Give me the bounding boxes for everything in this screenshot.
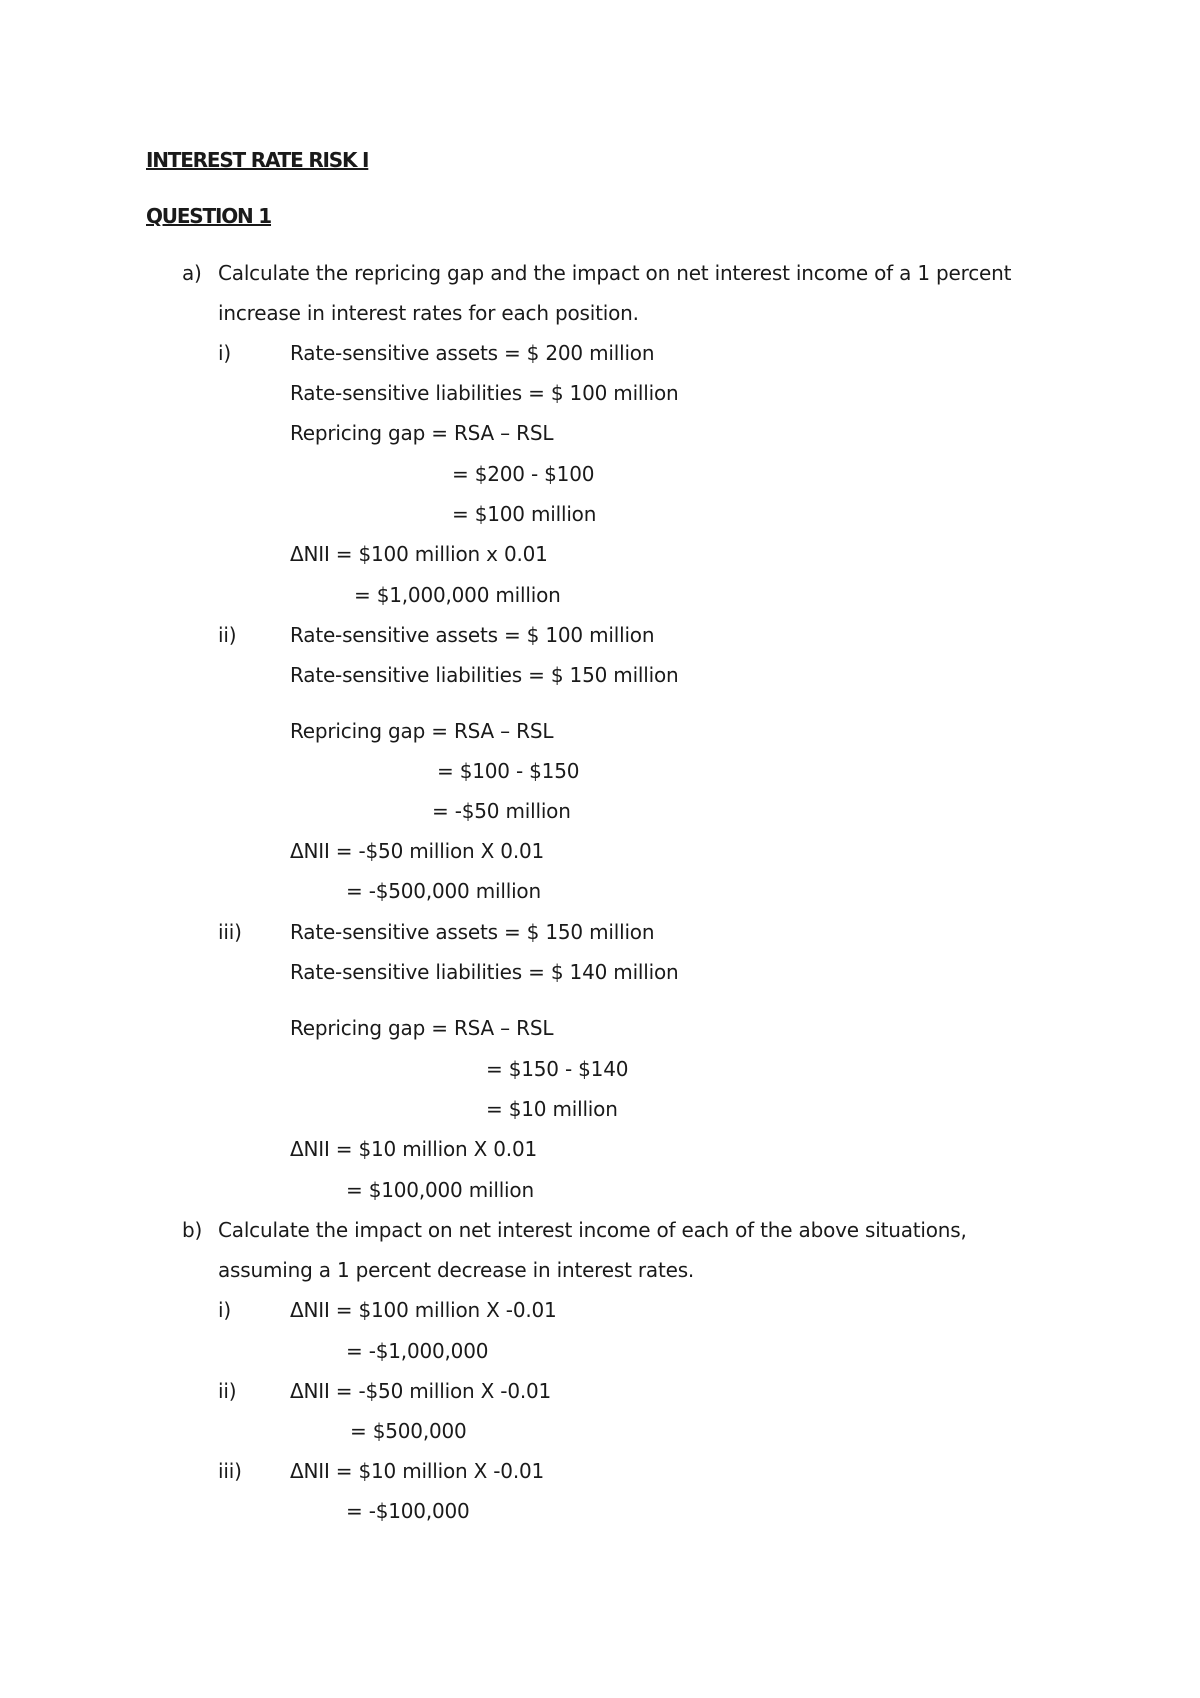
part-a-case-iii-rsa: Rate-sensitive assets = $ 150 million [290, 920, 655, 944]
part-b-text-line2: assuming a 1 percent decrease in interest rates. [218, 1258, 695, 1282]
document-title: INTEREST RATE RISK I [146, 148, 369, 172]
part-a-case-i-gap-step1: = $200 - $100 [452, 462, 595, 486]
part-b-marker: b) [182, 1218, 203, 1242]
part-b-case-ii-marker: ii) [218, 1379, 237, 1403]
part-a-marker: a) [182, 261, 202, 285]
part-a-case-iii-marker: iii) [218, 920, 242, 944]
part-a-case-ii-gap-result: = -$50 million [432, 799, 571, 823]
part-a-case-i-nii-formula: ΔNII = $100 million x 0.01 [290, 542, 548, 566]
part-b-text-line1: Calculate the impact on net interest income of each of the above situations, [218, 1218, 967, 1242]
part-a-case-i-gap-formula: Repricing gap = RSA – RSL [290, 421, 554, 445]
part-a-case-iii-gap-result: = $10 million [486, 1097, 618, 1121]
part-a-case-ii-nii-formula: ΔNII = -$50 million X 0.01 [290, 839, 545, 863]
part-a-text-line1: Calculate the repricing gap and the impact on net interest income of a 1 percent [218, 261, 1012, 285]
part-a-case-i-marker: i) [218, 341, 231, 365]
part-b-case-ii-nii-result: = $500,000 [350, 1419, 467, 1443]
question-label: QUESTION 1 [146, 204, 272, 228]
part-a-case-i-rsl: Rate-sensitive liabilities = $ 100 million [290, 381, 679, 405]
part-a-case-ii-gap-formula: Repricing gap = RSA – RSL [290, 719, 554, 743]
part-b-case-i-marker: i) [218, 1298, 231, 1322]
part-a-case-i-rsa: Rate-sensitive assets = $ 200 million [290, 341, 655, 365]
part-a-case-i-nii-result: = $1,000,000 million [354, 583, 561, 607]
part-b-case-i-nii-result: = -$1,000,000 [346, 1339, 489, 1363]
part-a-case-ii-rsl: Rate-sensitive liabilities = $ 150 million [290, 663, 679, 687]
part-a-case-ii-marker: ii) [218, 623, 237, 647]
part-b-case-ii-nii-formula: ΔNII = -$50 million X -0.01 [290, 1379, 552, 1403]
part-a-case-iii-nii-result: = $100,000 million [346, 1178, 534, 1202]
part-a-text-line2: increase in interest rates for each position. [218, 301, 639, 325]
part-b-case-iii-nii-result: = -$100,000 [346, 1499, 470, 1523]
part-a-case-iii-gap-formula: Repricing gap = RSA – RSL [290, 1016, 554, 1040]
part-b-case-iii-marker: iii) [218, 1459, 242, 1483]
part-a-case-iii-rsl: Rate-sensitive liabilities = $ 140 million [290, 960, 679, 984]
part-a-case-ii-nii-result: = -$500,000 million [346, 879, 541, 903]
part-b-case-i-nii-formula: ΔNII = $100 million X -0.01 [290, 1298, 557, 1322]
part-a-case-iii-gap-step1: = $150 - $140 [486, 1057, 629, 1081]
part-a-case-ii-gap-step1: = $100 - $150 [437, 759, 580, 783]
part-a-case-iii-nii-formula: ΔNII = $10 million X 0.01 [290, 1137, 538, 1161]
part-a-case-ii-rsa: Rate-sensitive assets = $ 100 million [290, 623, 655, 647]
part-a-case-i-gap-result: = $100 million [452, 502, 597, 526]
part-b-case-iii-nii-formula: ΔNII = $10 million X -0.01 [290, 1459, 545, 1483]
